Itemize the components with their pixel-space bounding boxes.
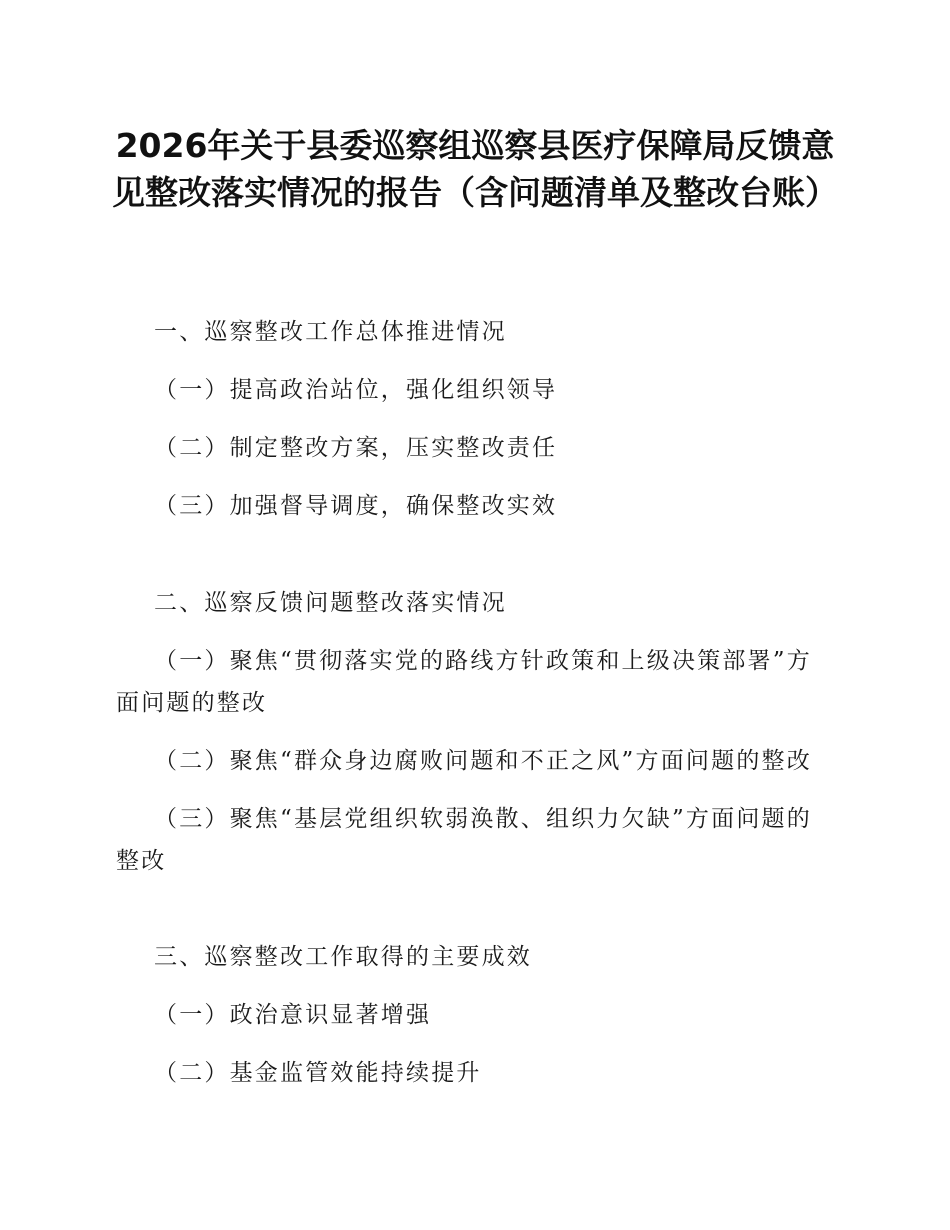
- section-heading: 一、巡察整改工作总体推进情况: [154, 319, 507, 345]
- section-item: （一）聚焦“贯彻落实党的路线方针政策和上级决策部署”方面问题的整改: [116, 648, 812, 716]
- section-item: （二）聚焦“群众身边腐败问题和不正之风”方面问题的整改: [154, 748, 812, 774]
- section-item: （二）基金监管效能持续提升: [154, 1060, 482, 1086]
- section-item: （二）制定整改方案，压实整改责任: [154, 435, 558, 461]
- section-heading: 三、巡察整改工作取得的主要成效: [154, 944, 532, 970]
- section-item: （三）加强督导调度，确保整改实效: [154, 493, 558, 519]
- section-item: （一）提高政治站位，强化组织领导: [154, 377, 558, 403]
- section-item: （一）政治意识显著增强: [154, 1002, 432, 1028]
- document-title: 2026年关于县委巡察组巡察县医疗保障局反馈意见整改落实情况的报告（含问题清单及整改台账）: [112, 126, 838, 212]
- section-heading: 二、巡察反馈问题整改落实情况: [154, 590, 507, 616]
- section-item: （三）聚焦“基层党组织软弱涣散、组织力欠缺”方面问题的整改: [116, 806, 812, 874]
